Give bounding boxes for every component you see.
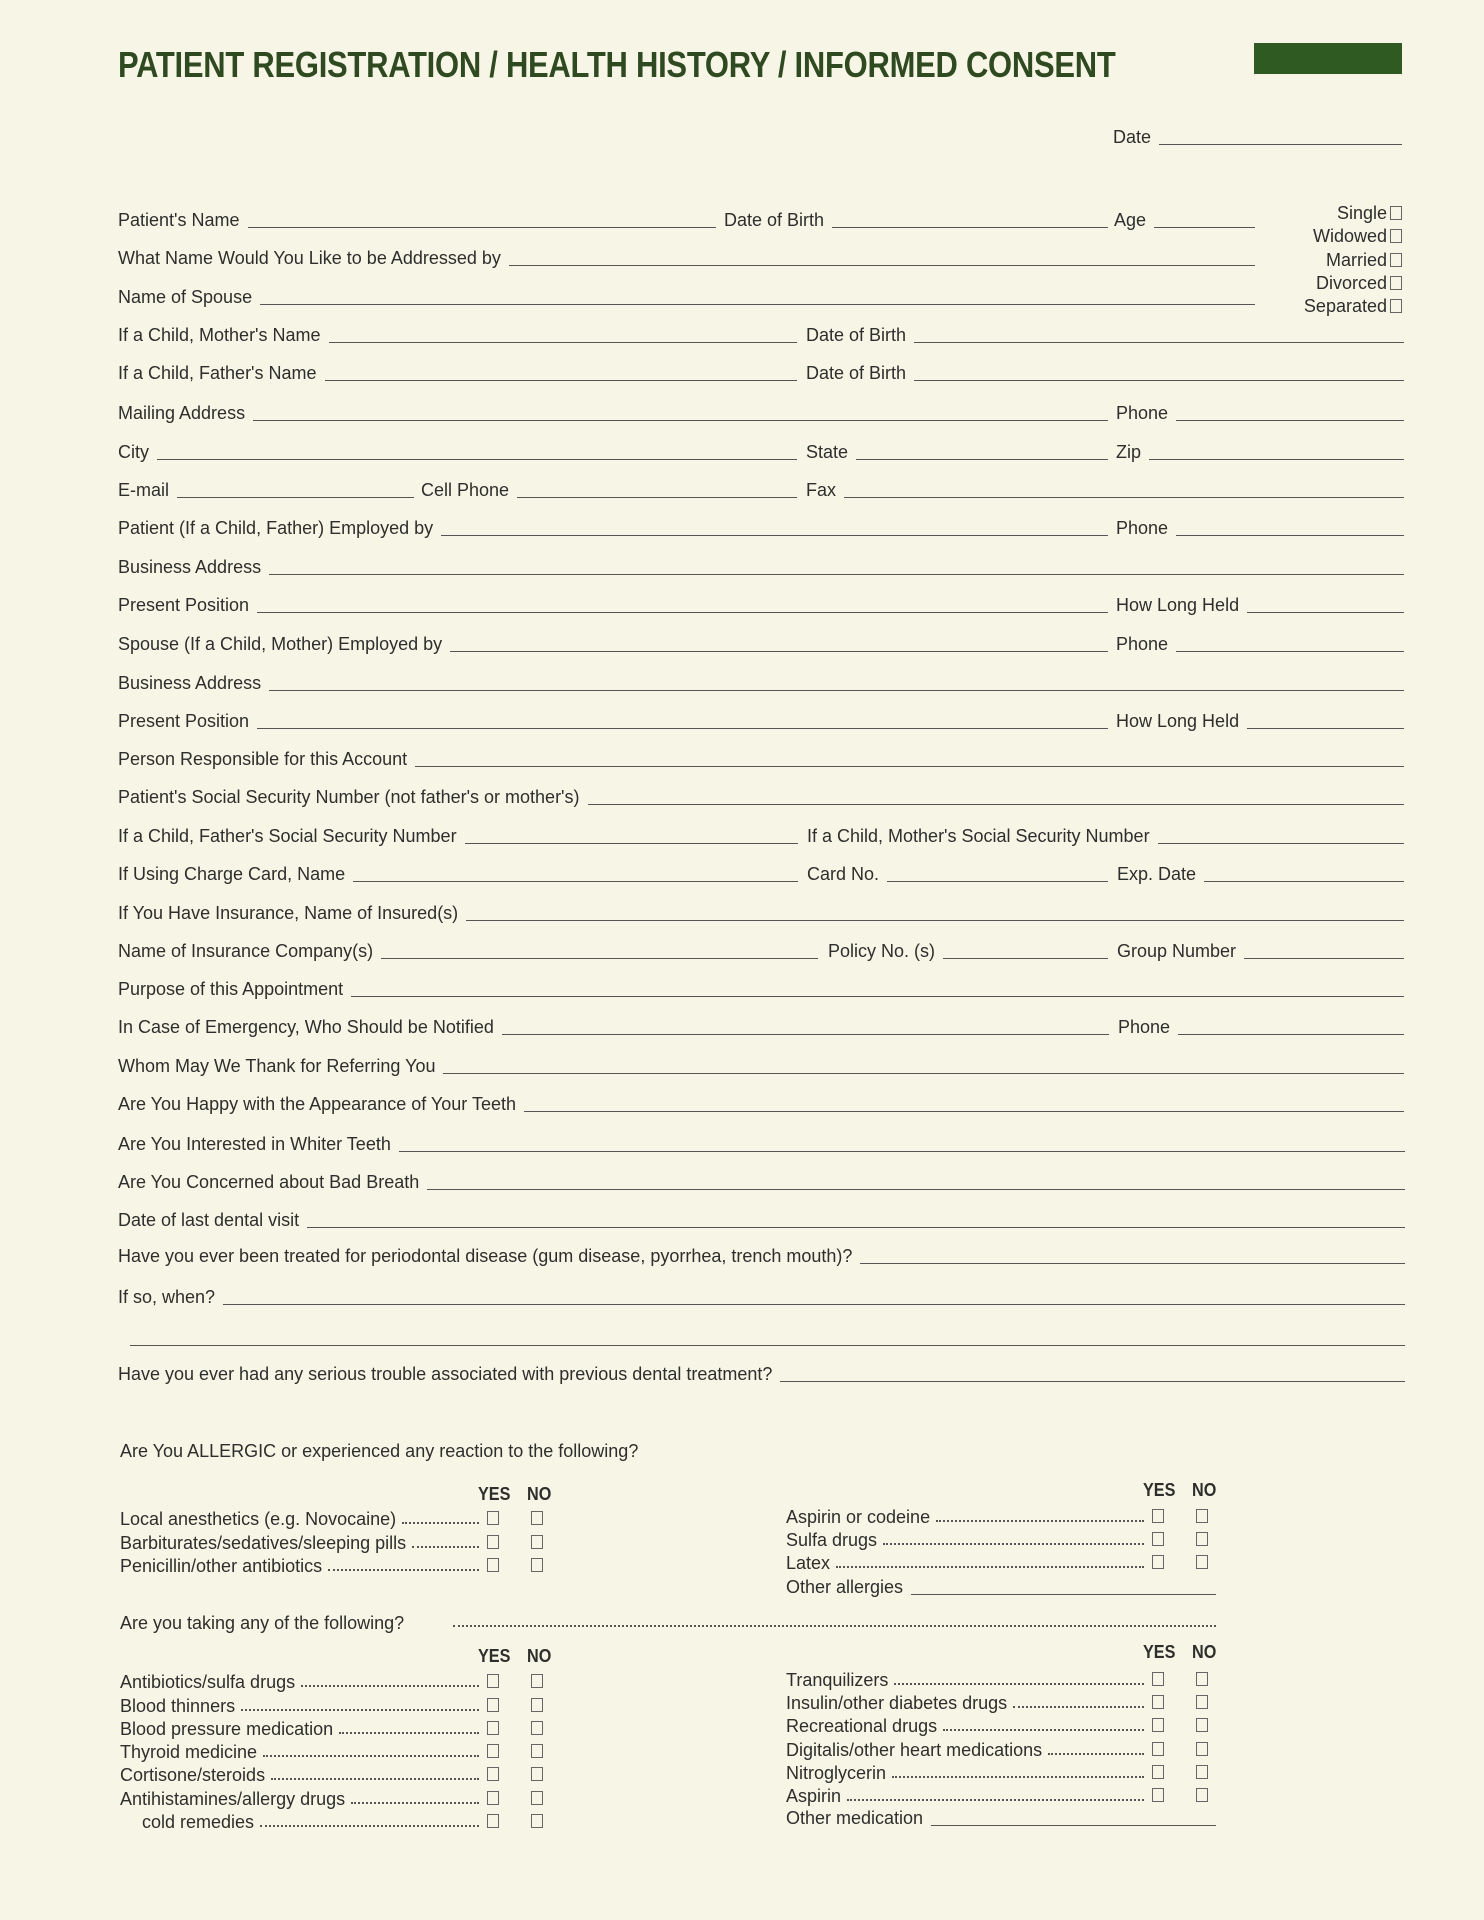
mother-date-of-birth-label: Date of Birth [806, 325, 907, 345]
father-date-of-birth-input-line[interactable] [914, 379, 1404, 381]
exp-date-input-line[interactable] [1204, 880, 1404, 882]
dot-leader [894, 1683, 1144, 1685]
emergency-phone-input-line[interactable] [1178, 1033, 1404, 1035]
date-field[interactable] [1113, 125, 1402, 147]
state-label: State [806, 442, 849, 462]
yes-checkbox[interactable] [1152, 1672, 1164, 1686]
child-mother-name-input-line[interactable] [329, 341, 797, 343]
allergies-left-yes-header: YES [478, 1484, 511, 1504]
medications-item [120, 1717, 543, 1739]
spouse-employed-by-input-line[interactable] [450, 650, 1108, 652]
no-checkbox[interactable] [1196, 1509, 1208, 1523]
other-allergies-label: Other allergies [786, 1577, 904, 1597]
mother-date-of-birth-input-line[interactable] [914, 341, 1404, 343]
periodontal-field[interactable] [118, 1244, 1405, 1266]
spouse-present-position-label: Present Position [118, 711, 250, 731]
medications-item-label: Antihistamines/allergy drugs [120, 1789, 346, 1809]
group-number-input-line[interactable] [1244, 957, 1404, 959]
patient-ssn-input-line[interactable] [588, 803, 1405, 805]
spouse-employer-phone-input-line[interactable] [1176, 650, 1404, 652]
yes-checkbox[interactable] [1152, 1555, 1164, 1569]
other-allergies-input-line[interactable] [911, 1593, 1216, 1595]
title-accent-bar [1254, 43, 1402, 74]
father-date-of-birth-label: Date of Birth [806, 363, 907, 383]
spouse-present-position-field[interactable] [118, 709, 1108, 731]
no-checkbox[interactable] [1196, 1742, 1208, 1756]
patient-employed-by-input-line[interactable] [441, 534, 1108, 536]
previous-trouble-label: Have you ever had any serious trouble associated with previous dental treatment? [118, 1364, 773, 1384]
yes-checkbox[interactable] [487, 1558, 499, 1572]
dot-leader [892, 1776, 1144, 1778]
policy-no-field[interactable] [828, 939, 1108, 961]
yes-checkbox[interactable] [487, 1814, 499, 1828]
no-checkbox[interactable] [1196, 1695, 1208, 1709]
dot-leader [263, 1755, 479, 1757]
insured-names-input-line[interactable] [466, 919, 1404, 921]
emergency-contact-field[interactable] [118, 1015, 1109, 1037]
marital-status-label: Married [1325, 250, 1387, 270]
no-checkbox[interactable] [531, 1744, 543, 1758]
father-ssn-label: If a Child, Father's Social Security Number [118, 826, 457, 846]
child-mother-name-label: If a Child, Mother's Name [118, 325, 321, 345]
happy-teeth-label: Are You Happy with the Appearance of Your Teeth [118, 1094, 516, 1114]
medications-item-label: Nitroglycerin [786, 1763, 887, 1783]
dot-leader [883, 1543, 1144, 1545]
medications-question: Are you taking any of the following? [120, 1613, 405, 1633]
if-so-when-continued-field[interactable] [130, 1326, 1405, 1348]
bad-breath-field[interactable] [118, 1170, 1405, 1192]
medications-item-label: Cortisone/steroids [120, 1765, 266, 1785]
dot-leader [453, 1624, 1216, 1627]
exp-date-label: Exp. Date [1117, 864, 1197, 884]
dot-leader [301, 1685, 479, 1687]
state-input-line[interactable] [856, 458, 1108, 460]
no-checkbox[interactable] [531, 1721, 543, 1735]
father-date-of-birth-field[interactable] [806, 361, 1404, 383]
medications-item [786, 1691, 1208, 1713]
whiter-teeth-field[interactable] [118, 1132, 1405, 1154]
other-medication-input-line[interactable] [931, 1824, 1216, 1826]
no-checkbox[interactable] [531, 1558, 543, 1572]
emergency-phone-label: Phone [1118, 1017, 1171, 1037]
allergies-item-label: Barbiturates/sedatives/sleeping pills [120, 1533, 407, 1553]
if-so-when-continued-input-line[interactable] [130, 1344, 1405, 1346]
dot-leader [351, 1802, 479, 1804]
yes-checkbox[interactable] [487, 1791, 499, 1805]
medications-item [120, 1694, 543, 1716]
spouse-how-long-held-field[interactable] [1116, 709, 1404, 731]
medications-left-yes-header: YES [478, 1646, 511, 1666]
allergies-item-label: Penicillin/other antibiotics [120, 1556, 323, 1576]
patient-business-address-label: Business Address [118, 557, 262, 577]
dot-leader [402, 1522, 479, 1524]
insured-names-label: If You Have Insurance, Name of Insured(s) [118, 903, 459, 923]
person-responsible-label: Person Responsible for this Account [118, 749, 408, 769]
cell-phone-label: Cell Phone [421, 480, 510, 500]
patient-ssn-field[interactable] [118, 785, 1404, 807]
date-input-line[interactable] [1159, 143, 1402, 145]
allergies-item-label: Sulfa drugs [786, 1530, 878, 1550]
group-number-label: Group Number [1117, 941, 1237, 961]
email-label: E-mail [118, 480, 170, 500]
happy-teeth-field[interactable] [118, 1092, 1404, 1114]
no-checkbox[interactable] [531, 1791, 543, 1805]
patient-present-position-field[interactable] [118, 593, 1108, 615]
yes-checkbox[interactable] [487, 1511, 499, 1525]
email-field[interactable] [118, 478, 414, 500]
addressed-by-label: What Name Would You Like to be Addressed by [118, 248, 501, 268]
yes-checkbox[interactable] [487, 1674, 499, 1688]
insurance-company-field[interactable] [118, 939, 818, 961]
dot-leader [328, 1569, 479, 1571]
emergency-phone-field[interactable] [1118, 1015, 1404, 1037]
dot-leader [241, 1709, 479, 1711]
marital-status-widowed[interactable] [1313, 226, 1402, 246]
marital-status-separated[interactable] [1304, 296, 1402, 316]
patients-name-label: Patient's Name [118, 210, 240, 230]
dot-leader [936, 1520, 1144, 1522]
cell-phone-input-line[interactable] [517, 496, 797, 498]
no-checkbox[interactable] [1196, 1718, 1208, 1732]
medications-right-no-header: NO [1192, 1642, 1217, 1662]
patient-business-address-input-line[interactable] [269, 573, 1404, 575]
spouse-how-long-held-label: How Long Held [1116, 711, 1240, 731]
no-checkbox[interactable] [1196, 1765, 1208, 1779]
addressed-by-input-line[interactable] [509, 264, 1255, 266]
policy-no-label: Policy No. (s) [828, 941, 936, 961]
happy-teeth-input-line[interactable] [524, 1110, 1404, 1112]
exp-date-field[interactable] [1117, 862, 1404, 884]
yes-checkbox[interactable] [1152, 1742, 1164, 1756]
home-phone-field[interactable] [1116, 401, 1404, 423]
yes-checkbox[interactable] [1152, 1765, 1164, 1779]
marital-status-checkbox[interactable] [1390, 229, 1402, 243]
allergies-question: Are You ALLERGIC or experienced any reaction to the following? [120, 1441, 639, 1461]
spouse-name-input-line[interactable] [260, 303, 1255, 305]
patient-business-address-field[interactable] [118, 555, 1404, 577]
allergies-item [120, 1554, 543, 1576]
dot-leader [260, 1825, 479, 1827]
purpose-label: Purpose of this Appointment [118, 979, 344, 999]
referral-field[interactable] [118, 1054, 1404, 1076]
medications-item [120, 1787, 543, 1809]
charge-card-name-input-line[interactable] [353, 880, 798, 882]
employer-phone-input-line[interactable] [1176, 534, 1404, 536]
zip-field[interactable] [1116, 440, 1404, 462]
other-medication-label: Other medication [786, 1808, 924, 1828]
allergies-item [786, 1551, 1208, 1573]
charge-card-name-label: If Using Charge Card, Name [118, 864, 346, 884]
mother-ssn-input-line[interactable] [1158, 842, 1404, 844]
no-checkbox[interactable] [531, 1767, 543, 1781]
employer-phone-field[interactable] [1116, 516, 1404, 538]
medications-item [120, 1763, 543, 1785]
spouse-employer-phone-label: Phone [1116, 634, 1169, 654]
mailing-address-label: Mailing Address [118, 403, 246, 423]
patient-present-position-label: Present Position [118, 595, 250, 615]
referral-input-line[interactable] [443, 1072, 1404, 1074]
mother-ssn-field[interactable] [807, 824, 1404, 846]
allergies-item-label: Aspirin or codeine [786, 1507, 931, 1527]
yes-checkbox[interactable] [487, 1535, 499, 1549]
marital-status-married[interactable] [1326, 250, 1402, 270]
card-no-input-line[interactable] [887, 880, 1108, 882]
yes-checkbox[interactable] [1152, 1718, 1164, 1732]
home-phone-input-line[interactable] [1176, 419, 1404, 421]
marital-status-label: Divorced [1315, 273, 1387, 293]
patient-date-of-birth-field[interactable] [724, 208, 1108, 230]
other-medication-field[interactable] [786, 1806, 1216, 1828]
city-label: City [118, 442, 149, 462]
allergies-left-no-header: NO [527, 1484, 552, 1504]
form-title: PATIENT REGISTRATION / HEALTH HISTORY / INFORMED CONSENT [118, 44, 1116, 85]
referral-label: Whom May We Thank for Referring You [118, 1056, 436, 1076]
no-checkbox[interactable] [531, 1535, 543, 1549]
patient-date-of-birth-label: Date of Birth [724, 210, 825, 230]
patient-ssn-label: Patient's Social Security Number (not father's or mother's) [118, 787, 580, 807]
periodontal-label: Have you ever been treated for periodontal disease (gum disease, pyorrhea, trench mouth)? [118, 1246, 853, 1266]
medications-item [786, 1668, 1208, 1690]
medications-item [786, 1738, 1208, 1760]
allergies-right-yes-header: YES [1143, 1480, 1176, 1500]
spouse-business-address-label: Business Address [118, 673, 262, 693]
patient-date-of-birth-input-line[interactable] [832, 226, 1108, 228]
patient-present-position-input-line[interactable] [257, 611, 1108, 613]
patient-employed-by-field[interactable] [118, 516, 1108, 538]
allergies-item-label: Latex [786, 1553, 831, 1573]
medications-item-label: Blood pressure medication [120, 1719, 334, 1739]
previous-trouble-input-line[interactable] [780, 1380, 1405, 1382]
patients-name-field[interactable] [118, 208, 716, 230]
dot-leader [836, 1566, 1144, 1568]
yes-checkbox[interactable] [487, 1744, 499, 1758]
employer-phone-label: Phone [1116, 518, 1169, 538]
allergies-item [120, 1531, 543, 1553]
purpose-input-line[interactable] [351, 995, 1404, 997]
home-phone-label: Phone [1116, 403, 1169, 423]
fax-input-line[interactable] [844, 496, 1404, 498]
patients-name-input-line[interactable] [248, 226, 717, 228]
charge-card-name-field[interactable] [118, 862, 798, 884]
if-so-when-field[interactable] [118, 1285, 1405, 1307]
insurance-company-input-line[interactable] [381, 957, 818, 959]
marital-status-checkbox[interactable] [1390, 206, 1402, 220]
medications-item [120, 1810, 543, 1832]
spouse-employer-phone-field[interactable] [1116, 632, 1404, 654]
age-label: Age [1114, 210, 1147, 230]
emergency-contact-input-line[interactable] [502, 1033, 1109, 1035]
spouse-name-label: Name of Spouse [118, 287, 253, 307]
if-so-when-label: If so, when? [118, 1287, 216, 1307]
yes-checkbox[interactable] [487, 1698, 499, 1712]
email-input-line[interactable] [177, 496, 414, 498]
dot-leader [339, 1732, 479, 1734]
dot-leader [1048, 1753, 1144, 1755]
age-input-line[interactable] [1154, 226, 1255, 228]
child-father-name-input-line[interactable] [325, 379, 797, 381]
no-checkbox[interactable] [1196, 1672, 1208, 1686]
zip-input-line[interactable] [1149, 458, 1404, 460]
insurance-company-label: Name of Insurance Company(s) [118, 941, 374, 961]
no-checkbox[interactable] [1196, 1788, 1208, 1802]
no-checkbox[interactable] [531, 1814, 543, 1828]
patient-how-long-held-input-line[interactable] [1247, 611, 1404, 613]
medications-item-label: Insulin/other diabetes drugs [786, 1693, 1008, 1713]
whiter-teeth-input-line[interactable] [399, 1150, 1405, 1152]
marital-status-single[interactable] [1337, 203, 1402, 223]
marital-status-label: Single [1336, 203, 1387, 223]
bad-breath-input-line[interactable] [427, 1188, 1405, 1190]
last-dental-visit-input-line[interactable] [307, 1226, 1405, 1228]
no-checkbox[interactable] [1196, 1555, 1208, 1569]
policy-no-input-line[interactable] [943, 957, 1108, 959]
child-father-name-field[interactable] [118, 361, 797, 383]
patient-how-long-held-field[interactable] [1116, 593, 1404, 615]
dot-leader [943, 1729, 1144, 1731]
allergies-item [786, 1505, 1208, 1527]
dot-leader [1013, 1706, 1144, 1708]
yes-checkbox[interactable] [1152, 1695, 1164, 1709]
yes-checkbox[interactable] [1152, 1532, 1164, 1546]
child-mother-name-field[interactable] [118, 323, 797, 345]
medications-item-label: Thyroid medicine [120, 1742, 258, 1762]
marital-status-checkbox[interactable] [1390, 299, 1402, 313]
medications-item [120, 1740, 543, 1762]
no-checkbox[interactable] [1196, 1532, 1208, 1546]
allergies-item [120, 1507, 543, 1529]
bad-breath-label: Are You Concerned about Bad Breath [118, 1172, 420, 1192]
no-checkbox[interactable] [531, 1698, 543, 1712]
allergies-item [786, 1528, 1208, 1550]
spouse-business-address-field[interactable] [118, 671, 1404, 693]
spouse-name-field[interactable] [118, 285, 1255, 307]
previous-trouble-field[interactable] [118, 1362, 1405, 1384]
no-checkbox[interactable] [531, 1674, 543, 1688]
spouse-employed-by-field[interactable] [118, 632, 1108, 654]
yes-checkbox[interactable] [487, 1767, 499, 1781]
fax-label: Fax [806, 480, 837, 500]
cell-phone-field[interactable] [421, 478, 797, 500]
medications-left-no-header: NO [527, 1646, 552, 1666]
card-no-field[interactable] [807, 862, 1108, 884]
last-dental-visit-label: Date of last dental visit [118, 1210, 300, 1230]
child-father-name-label: If a Child, Father's Name [118, 363, 317, 383]
person-responsible-field[interactable] [118, 747, 1404, 769]
whiter-teeth-label: Are You Interested in Whiter Teeth [118, 1134, 391, 1154]
yes-checkbox[interactable] [1152, 1788, 1164, 1802]
allergies-item-label: Local anesthetics (e.g. Novocaine) [120, 1509, 397, 1529]
medications-item-label: Blood thinners [120, 1696, 236, 1716]
medications-item-label: Aspirin [786, 1786, 842, 1806]
insured-names-field[interactable] [118, 901, 1404, 923]
spouse-business-address-input-line[interactable] [269, 689, 1404, 691]
mother-date-of-birth-field[interactable] [806, 323, 1404, 345]
date-label: Date [1113, 127, 1152, 147]
medications-item-label: Antibiotics/sulfa drugs [120, 1672, 296, 1692]
periodontal-input-line[interactable] [860, 1262, 1405, 1264]
spouse-present-position-input-line[interactable] [257, 727, 1108, 729]
card-no-label: Card No. [807, 864, 880, 884]
if-so-when-input-line[interactable] [223, 1303, 1405, 1305]
medications-item-label: Tranquilizers [786, 1670, 889, 1690]
person-responsible-input-line[interactable] [415, 765, 1404, 767]
patient-employed-by-label: Patient (If a Child, Father) Employed by [118, 518, 434, 538]
medications-item [120, 1670, 543, 1692]
marital-status-label: Separated [1303, 296, 1387, 316]
group-number-field[interactable] [1117, 939, 1404, 961]
medications-item-label: Recreational drugs [786, 1716, 938, 1736]
marital-status-divorced[interactable] [1316, 273, 1402, 293]
allergies-right-no-header: NO [1192, 1480, 1217, 1500]
marital-status-checkbox[interactable] [1390, 276, 1402, 290]
spouse-how-long-held-input-line[interactable] [1247, 727, 1404, 729]
yes-checkbox[interactable] [1152, 1509, 1164, 1523]
fax-field[interactable] [806, 478, 1404, 500]
city-input-line[interactable] [157, 458, 797, 460]
city-field[interactable] [118, 440, 797, 462]
patient-how-long-held-label: How Long Held [1116, 595, 1240, 615]
emergency-contact-label: In Case of Emergency, Who Should be Notified [118, 1017, 494, 1037]
mailing-address-field[interactable] [118, 401, 1108, 423]
state-field[interactable] [806, 440, 1108, 462]
other-allergies-field[interactable] [786, 1575, 1216, 1597]
mother-ssn-label: If a Child, Mother's Social Security Number [807, 826, 1150, 846]
dot-leader [847, 1799, 1144, 1801]
last-dental-visit-field[interactable] [118, 1208, 1405, 1230]
medications-item [786, 1784, 1208, 1806]
spouse-employed-by-label: Spouse (If a Child, Mother) Employed by [118, 634, 443, 654]
medications-item [786, 1714, 1208, 1736]
addressed-by-field[interactable] [118, 246, 1255, 268]
zip-label: Zip [1116, 442, 1142, 462]
dot-leader [412, 1546, 479, 1548]
father-ssn-input-line[interactable] [465, 842, 798, 844]
mailing-address-input-line[interactable] [253, 419, 1108, 421]
dot-leader [271, 1778, 479, 1780]
marital-status-label: Widowed [1312, 226, 1387, 246]
yes-checkbox[interactable] [487, 1721, 499, 1735]
marital-status-checkbox[interactable] [1390, 253, 1402, 267]
medications-item-label: cold remedies [142, 1812, 255, 1832]
medications-right-yes-header: YES [1143, 1642, 1176, 1662]
medications-item [786, 1761, 1208, 1783]
no-checkbox[interactable] [531, 1511, 543, 1525]
age-field[interactable] [1114, 208, 1255, 230]
father-ssn-field[interactable] [118, 824, 798, 846]
medications-item-label: Digitalis/other heart medications [786, 1740, 1043, 1760]
purpose-field[interactable] [118, 977, 1404, 999]
